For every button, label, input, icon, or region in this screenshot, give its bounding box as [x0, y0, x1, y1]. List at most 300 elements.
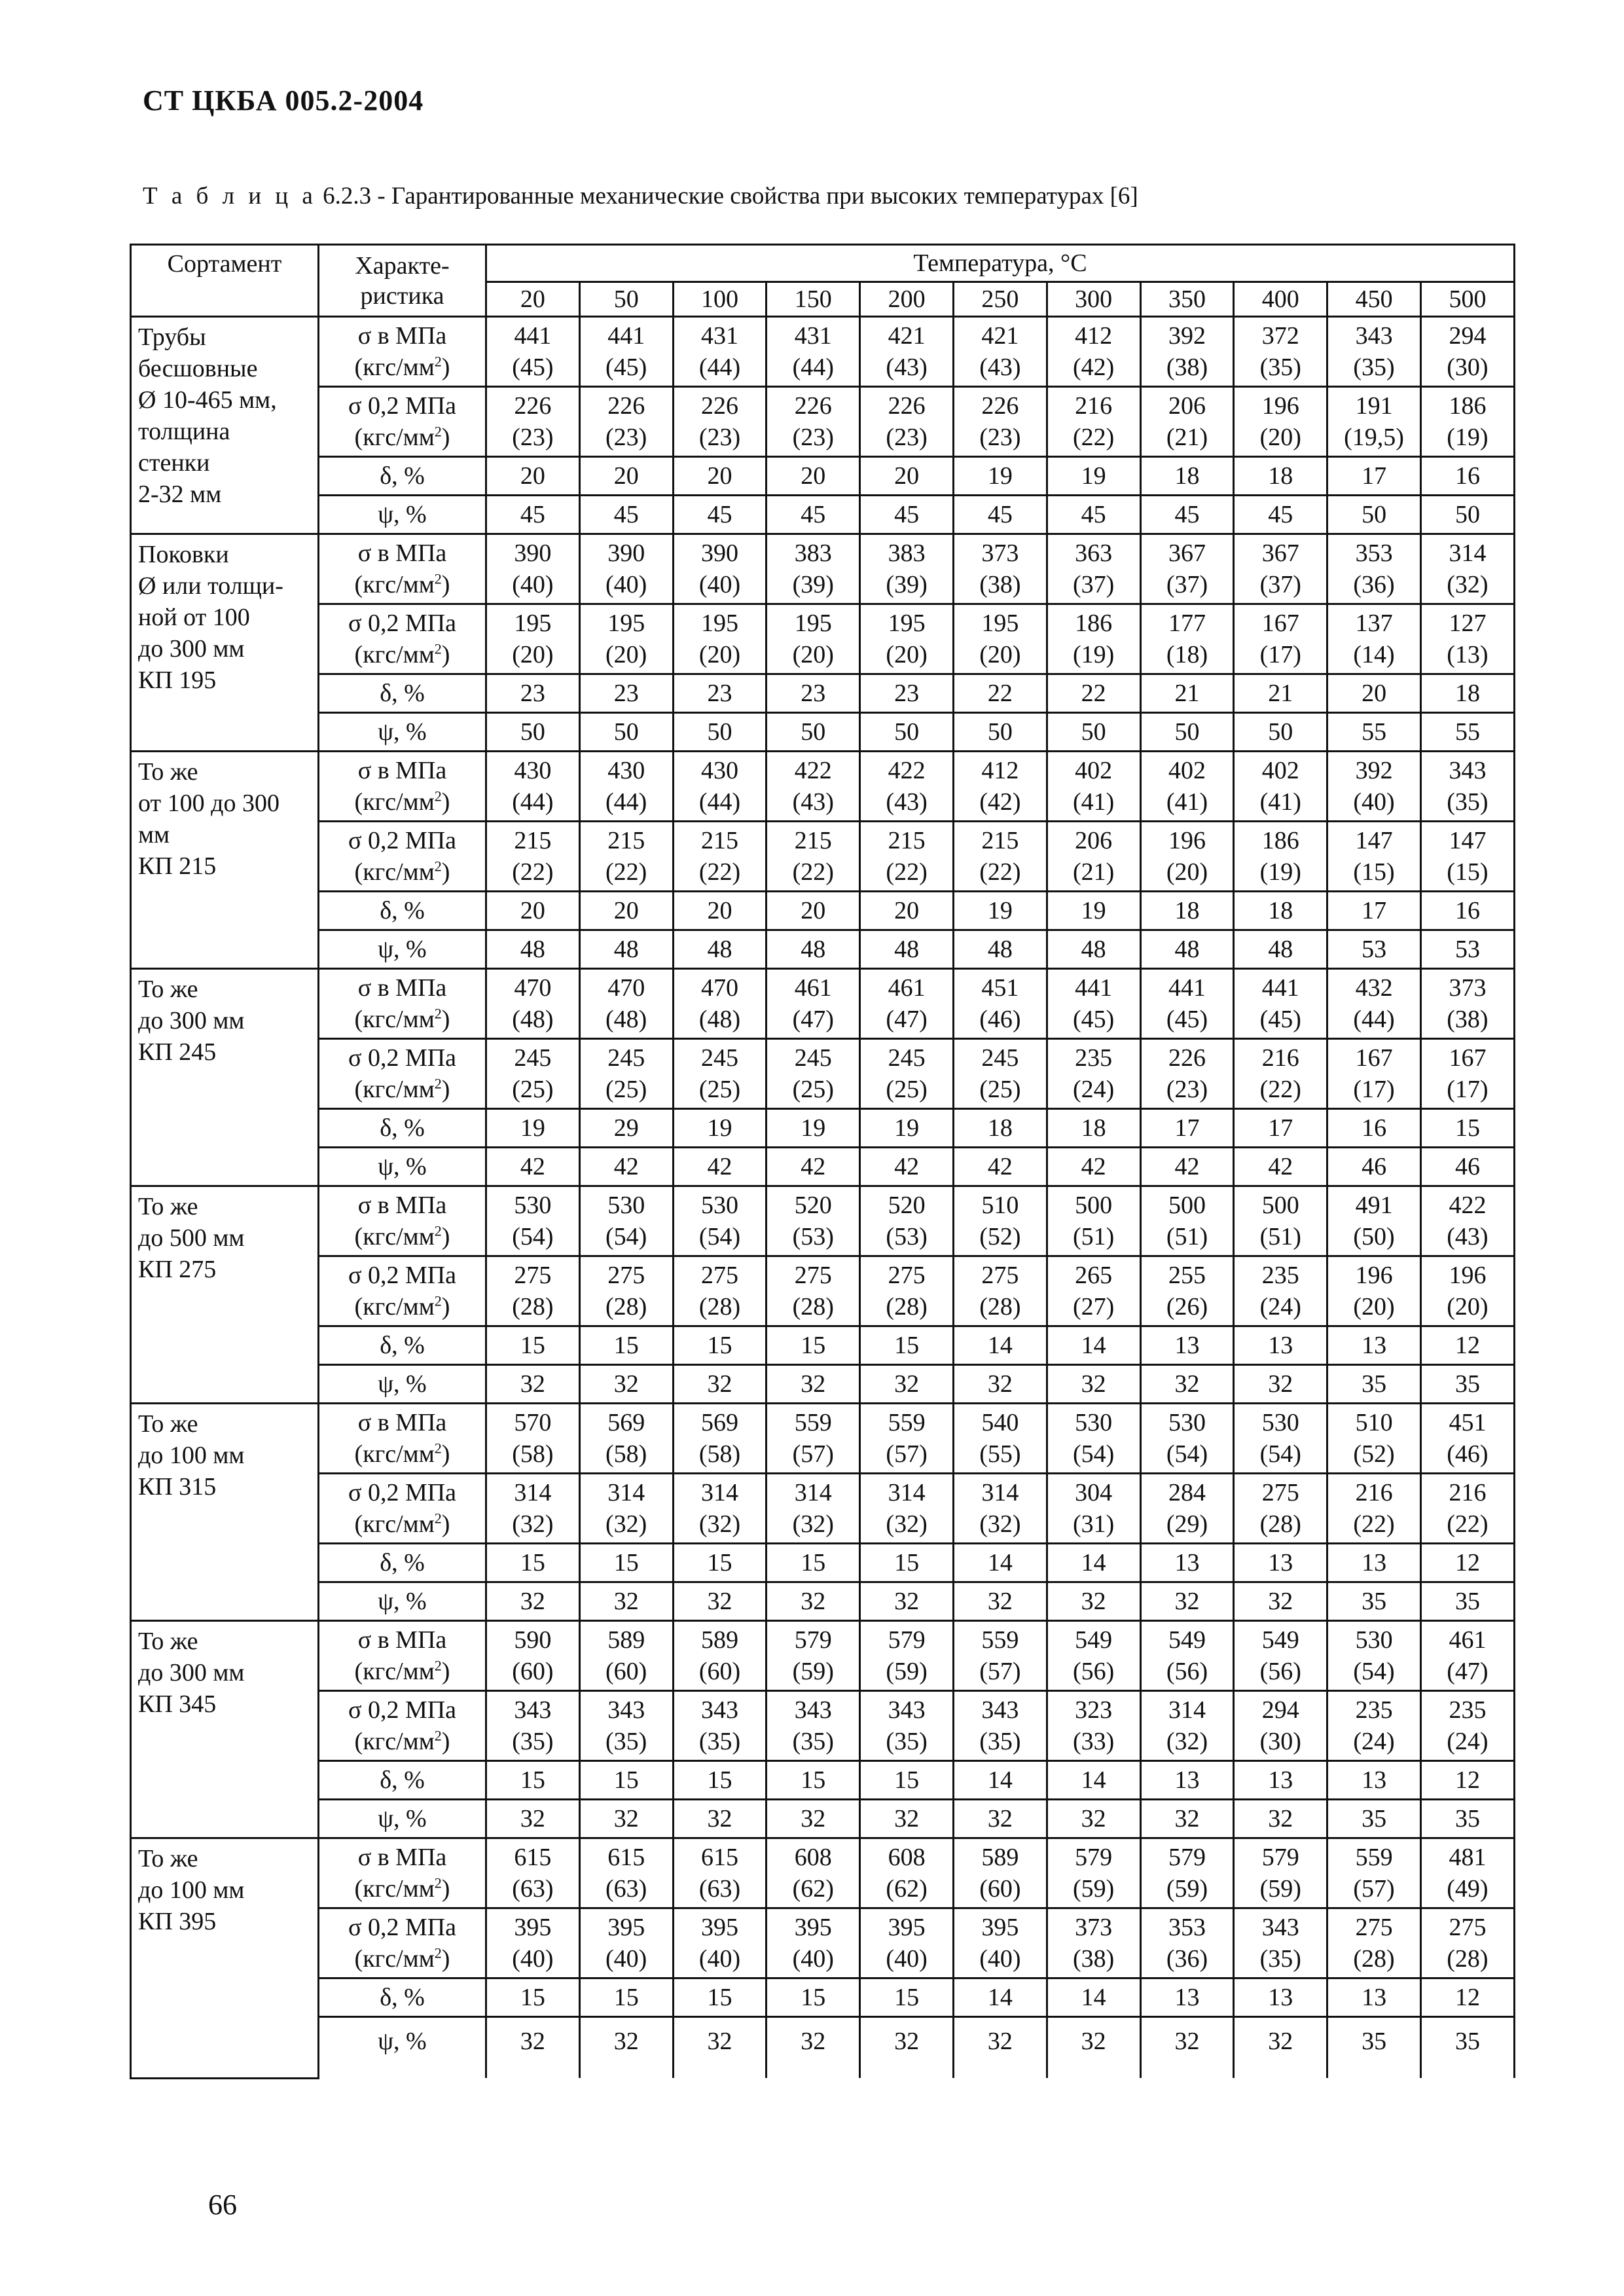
char-label: δ, %	[380, 1114, 425, 1142]
value-cell: 196 (20)	[1327, 1256, 1421, 1326]
value-cell: 32	[673, 2017, 767, 2079]
table-row	[131, 1838, 1515, 1908]
value-cell: 520 (53)	[860, 1186, 954, 1256]
table-row	[131, 713, 1515, 752]
value-cell: 367 (37)	[1234, 534, 1327, 604]
value-cell: 167 (17)	[1234, 604, 1327, 674]
value-cell: 235 (24)	[1047, 1039, 1140, 1109]
value-cell: 559 (57)	[1327, 1838, 1421, 1908]
value-cell: 32	[767, 1582, 860, 1621]
table-row	[131, 1544, 1515, 1582]
value-cell: 18	[953, 1109, 1047, 1148]
char-label: δ, %	[380, 897, 425, 924]
value-cell: 559 (57)	[767, 1404, 860, 1474]
value-cell: 13	[1140, 1544, 1234, 1582]
value-cell: 579 (59)	[1140, 1838, 1234, 1908]
table-row	[131, 1761, 1515, 1800]
value-cell: 589 (60)	[953, 1838, 1047, 1908]
value-cell: 196 (20)	[1234, 387, 1327, 457]
char-unit-close: )	[441, 1293, 450, 1321]
value-cell: 48	[579, 930, 673, 969]
value-cell: 549 (56)	[1047, 1621, 1140, 1691]
value-cell: 167 (17)	[1420, 1039, 1514, 1109]
char-label: σ 0,2 МПа	[348, 1044, 457, 1072]
value-cell: 45	[673, 496, 767, 534]
value-cell: 530 (54)	[579, 1186, 673, 1256]
value-cell: 275 (28)	[860, 1256, 954, 1326]
value-cell: 14	[953, 1544, 1047, 1582]
value-cell: 14	[1047, 1761, 1140, 1800]
temperature-header: 300	[1047, 282, 1140, 317]
char-reduction-of-area	[319, 930, 486, 969]
value-cell: 216 (22)	[1047, 387, 1140, 457]
table-row	[131, 1109, 1515, 1148]
temperature-header: 50	[579, 282, 673, 317]
value-cell: 32	[1047, 2017, 1140, 2079]
char-label: ψ, %	[378, 718, 427, 746]
char-unit: (кгс/мм	[354, 571, 435, 598]
char-unit: (кгс/мм	[354, 858, 435, 886]
value-cell: 42	[673, 1148, 767, 1186]
caption-text: - Гарантированные механические свойства при высоких температурах [6]	[371, 183, 1138, 210]
char-unit-close: )	[441, 1006, 450, 1033]
value-cell: 589 (60)	[579, 1621, 673, 1691]
value-cell: 32	[1234, 1800, 1327, 1838]
table-row	[131, 1186, 1515, 1256]
value-cell: 50	[1140, 713, 1234, 752]
value-cell: 615 (63)	[579, 1838, 673, 1908]
value-cell: 430 (44)	[579, 752, 673, 822]
value-cell: 13	[1234, 1326, 1327, 1365]
value-cell: 579 (59)	[1047, 1838, 1140, 1908]
value-cell: 32	[1234, 1365, 1327, 1404]
value-cell: 42	[953, 1148, 1047, 1186]
value-cell: 32	[1234, 2017, 1327, 2079]
value-cell: 20	[579, 892, 673, 930]
char-unit: (кгс/мм	[354, 1510, 435, 1538]
value-cell: 14	[1047, 1978, 1140, 2017]
value-cell: 275 (28)	[486, 1256, 580, 1326]
value-cell: 137 (14)	[1327, 604, 1421, 674]
value-cell: 343 (35)	[860, 1691, 954, 1761]
value-cell: 48	[1140, 930, 1234, 969]
table-row	[131, 387, 1515, 457]
value-cell: 226 (23)	[860, 387, 954, 457]
value-cell: 19	[860, 1109, 954, 1148]
char-tensile-strength	[319, 317, 486, 387]
char-label: σ 0,2 МПа	[348, 1479, 457, 1506]
table-row	[131, 1039, 1515, 1109]
value-cell: 50	[486, 713, 580, 752]
value-cell: 304 (31)	[1047, 1474, 1140, 1544]
table-caption	[143, 182, 1138, 210]
char-unit-close: )	[441, 1875, 450, 1903]
value-cell: 265 (27)	[1047, 1256, 1140, 1326]
value-cell: 530 (54)	[1140, 1404, 1234, 1474]
char-unit: (кгс/мм	[354, 1728, 435, 1755]
value-cell: 50	[1047, 713, 1140, 752]
value-cell: 245 (25)	[673, 1039, 767, 1109]
value-cell: 16	[1420, 892, 1514, 930]
char-tensile-strength	[319, 534, 486, 604]
value-cell: 461 (47)	[767, 969, 860, 1039]
value-cell: 32	[767, 2017, 860, 2079]
value-cell: 15	[673, 1978, 767, 2017]
value-cell: 373 (38)	[1047, 1908, 1140, 1978]
char-unit-close: )	[441, 1510, 450, 1538]
value-cell: 50	[1234, 713, 1327, 752]
value-cell: 395 (40)	[486, 1908, 580, 1978]
table-row	[131, 1365, 1515, 1404]
value-cell: 441 (45)	[1047, 969, 1140, 1039]
value-cell: 373 (38)	[1420, 969, 1514, 1039]
value-cell: 432 (44)	[1327, 969, 1421, 1039]
char-unit-sup: 2	[434, 423, 442, 440]
char-label: σ в МПа	[357, 539, 447, 567]
value-cell: 343 (35)	[673, 1691, 767, 1761]
value-cell: 216 (22)	[1420, 1474, 1514, 1544]
char-unit-close: )	[441, 641, 450, 668]
char-unit: (кгс/мм	[354, 1875, 435, 1903]
value-cell: 35	[1327, 2017, 1421, 2079]
value-cell: 45	[767, 496, 860, 534]
value-cell: 18	[1234, 892, 1327, 930]
char-unit-sup: 2	[434, 1005, 442, 1022]
char-elongation	[319, 674, 486, 713]
table-row	[131, 1148, 1515, 1186]
value-cell: 19	[1047, 457, 1140, 496]
value-cell: 17	[1234, 1109, 1327, 1148]
value-cell: 45	[1047, 496, 1140, 534]
char-tensile-strength	[319, 1838, 486, 1908]
value-cell: 392 (38)	[1140, 317, 1234, 387]
value-cell: 29	[579, 1109, 673, 1148]
value-cell: 32	[1047, 1582, 1140, 1621]
assortment-cell: То же до 100 мм КП 315	[131, 1404, 319, 1621]
char-reduction-of-area	[319, 1582, 486, 1621]
value-cell: 32	[486, 2017, 580, 2079]
value-cell: 373 (38)	[953, 534, 1047, 604]
value-cell: 422 (43)	[860, 752, 954, 822]
value-cell: 422 (43)	[767, 752, 860, 822]
value-cell: 206 (21)	[1140, 387, 1234, 457]
value-cell: 441 (45)	[486, 317, 580, 387]
value-cell: 21	[1140, 674, 1234, 713]
char-unit-close: )	[441, 1945, 450, 1973]
char-unit-sup: 2	[434, 1075, 442, 1092]
value-cell: 18	[1234, 457, 1327, 496]
temperature-header: 450	[1327, 282, 1421, 317]
value-cell: 430 (44)	[486, 752, 580, 822]
value-cell: 314 (32)	[767, 1474, 860, 1544]
char-label: δ, %	[380, 1766, 425, 1794]
value-cell: 20	[860, 892, 954, 930]
value-cell: 15	[579, 1761, 673, 1800]
char-unit-sup: 2	[434, 353, 442, 370]
value-cell: 275 (28)	[1327, 1908, 1421, 1978]
value-cell: 15	[673, 1544, 767, 1582]
value-cell: 19	[673, 1109, 767, 1148]
temperature-header: 350	[1140, 282, 1234, 317]
value-cell: 579 (59)	[1234, 1838, 1327, 1908]
value-cell: 402 (41)	[1234, 752, 1327, 822]
char-tensile-strength	[319, 969, 486, 1039]
value-cell: 255 (26)	[1140, 1256, 1234, 1326]
value-cell: 402 (41)	[1140, 752, 1234, 822]
value-cell: 32	[673, 1582, 767, 1621]
value-cell: 13	[1327, 1544, 1421, 1582]
char-unit-sup: 2	[434, 858, 442, 875]
char-unit-sup: 2	[434, 1944, 442, 1961]
value-cell: 20	[486, 457, 580, 496]
table-row	[131, 822, 1515, 892]
value-cell: 314 (32)	[1420, 534, 1514, 604]
value-cell: 481 (49)	[1420, 1838, 1514, 1908]
value-cell: 23	[860, 674, 954, 713]
table-row	[131, 1404, 1515, 1474]
value-cell: 32	[1234, 1582, 1327, 1621]
value-cell: 395 (40)	[953, 1908, 1047, 1978]
value-cell: 500 (51)	[1047, 1186, 1140, 1256]
value-cell: 372 (35)	[1234, 317, 1327, 387]
value-cell: 195 (20)	[860, 604, 954, 674]
value-cell: 461 (47)	[1420, 1621, 1514, 1691]
char-unit: (кгс/мм	[354, 1945, 435, 1973]
table-row	[131, 317, 1515, 387]
value-cell: 13	[1234, 1544, 1327, 1582]
value-cell: 343 (35)	[1234, 1908, 1327, 1978]
char-yield-strength	[319, 1039, 486, 1109]
value-cell: 615 (63)	[486, 1838, 580, 1908]
table-row	[131, 1621, 1515, 1691]
value-cell: 50	[860, 713, 954, 752]
value-cell: 195 (20)	[953, 604, 1047, 674]
char-label: ψ, %	[378, 936, 427, 963]
char-label: σ в МПа	[357, 1626, 447, 1654]
value-cell: 491 (50)	[1327, 1186, 1421, 1256]
char-label: σ в МПа	[357, 1844, 447, 1871]
value-cell: 46	[1327, 1148, 1421, 1186]
value-cell: 23	[673, 674, 767, 713]
value-cell: 343 (35)	[1420, 752, 1514, 822]
value-cell: 353 (36)	[1327, 534, 1421, 604]
value-cell: 48	[860, 930, 954, 969]
assortment-cell: Трубы бесшовные Ø 10-465 мм, толщина стенки 2-32 мм	[131, 317, 319, 534]
char-label: δ, %	[380, 680, 425, 707]
value-cell: 19	[1047, 892, 1140, 930]
value-cell: 32	[673, 1365, 767, 1404]
char-reduction-of-area	[319, 1365, 486, 1404]
value-cell: 15	[579, 1544, 673, 1582]
value-cell: 569 (58)	[673, 1404, 767, 1474]
value-cell: 215 (22)	[673, 822, 767, 892]
value-cell: 451 (46)	[953, 969, 1047, 1039]
char-yield-strength	[319, 1691, 486, 1761]
value-cell: 42	[486, 1148, 580, 1186]
value-cell: 45	[860, 496, 954, 534]
char-unit-sup: 2	[434, 1657, 442, 1674]
value-cell: 19	[767, 1109, 860, 1148]
char-tensile-strength	[319, 752, 486, 822]
value-cell: 14	[1047, 1544, 1140, 1582]
value-cell: 32	[953, 2017, 1047, 2079]
table-row	[131, 892, 1515, 930]
value-cell: 32	[860, 1800, 954, 1838]
value-cell: 314 (32)	[1140, 1691, 1234, 1761]
value-cell: 50	[767, 713, 860, 752]
char-unit-close: )	[441, 354, 450, 381]
value-cell: 48	[767, 930, 860, 969]
char-reduction-of-area	[319, 2017, 486, 2079]
column-header-characteristic: Характе- ристика	[319, 245, 486, 317]
char-label: σ в МПа	[357, 974, 447, 1002]
value-cell: 167 (17)	[1327, 1039, 1421, 1109]
value-cell: 35	[1420, 1582, 1514, 1621]
assortment-cell: Поковки Ø или толщи- ной от 100 до 300 мм КП 195	[131, 534, 319, 752]
value-cell: 32	[579, 2017, 673, 2079]
value-cell: 395 (40)	[860, 1908, 954, 1978]
char-unit-close: )	[441, 1440, 450, 1468]
value-cell: 15	[673, 1761, 767, 1800]
value-cell: 470 (48)	[673, 969, 767, 1039]
value-cell: 20	[767, 892, 860, 930]
value-cell: 608 (62)	[860, 1838, 954, 1908]
value-cell: 35	[1420, 1800, 1514, 1838]
value-cell: 48	[1234, 930, 1327, 969]
value-cell: 226 (23)	[579, 387, 673, 457]
value-cell: 16	[1420, 457, 1514, 496]
value-cell: 53	[1420, 930, 1514, 969]
char-label: δ, %	[380, 462, 425, 490]
char-label: δ, %	[380, 1984, 425, 2011]
value-cell: 530 (54)	[1327, 1621, 1421, 1691]
char-label: δ, %	[380, 1549, 425, 1576]
value-cell: 275 (28)	[767, 1256, 860, 1326]
value-cell: 530 (54)	[486, 1186, 580, 1256]
value-cell: 395 (40)	[579, 1908, 673, 1978]
temperature-header: 150	[767, 282, 860, 317]
value-cell: 195 (20)	[579, 604, 673, 674]
char-elongation	[319, 1761, 486, 1800]
value-cell: 127 (13)	[1420, 604, 1514, 674]
value-cell: 147 (15)	[1420, 822, 1514, 892]
value-cell: 314 (32)	[579, 1474, 673, 1544]
value-cell: 32	[953, 1365, 1047, 1404]
char-unit-close: )	[441, 424, 450, 451]
value-cell: 500 (51)	[1234, 1186, 1327, 1256]
value-cell: 35	[1420, 1365, 1514, 1404]
table-body	[131, 317, 1515, 2079]
value-cell: 275 (28)	[953, 1256, 1047, 1326]
value-cell: 245 (25)	[579, 1039, 673, 1109]
value-cell: 32	[1140, 1365, 1234, 1404]
value-cell: 235 (24)	[1234, 1256, 1327, 1326]
char-unit-close: )	[441, 1223, 450, 1250]
value-cell: 14	[953, 1978, 1047, 2017]
value-cell: 421 (43)	[860, 317, 954, 387]
char-unit-sup: 2	[434, 1292, 442, 1309]
value-cell: 13	[1140, 1761, 1234, 1800]
char-label: ψ, %	[378, 2028, 427, 2055]
value-cell: 32	[579, 1582, 673, 1621]
char-unit-close: )	[441, 858, 450, 886]
value-cell: 314 (32)	[860, 1474, 954, 1544]
value-cell: 215 (22)	[579, 822, 673, 892]
value-cell: 275 (28)	[1234, 1474, 1327, 1544]
value-cell: 42	[1047, 1148, 1140, 1186]
char-label: σ в МПа	[357, 1192, 447, 1219]
char-label: ψ, %	[378, 1153, 427, 1180]
value-cell: 235 (24)	[1420, 1691, 1514, 1761]
column-header-assortment: Сортамент	[131, 245, 319, 317]
value-cell: 226 (23)	[486, 387, 580, 457]
char-yield-strength	[319, 1908, 486, 1978]
char-yield-strength	[319, 1256, 486, 1326]
char-label: σ 0,2 МПа	[348, 1696, 457, 1724]
value-cell: 15	[579, 1978, 673, 2017]
page-number: 66	[208, 2189, 237, 2221]
char-yield-strength	[319, 387, 486, 457]
table-row	[131, 674, 1515, 713]
value-cell: 20	[673, 892, 767, 930]
value-cell: 196 (20)	[1420, 1256, 1514, 1326]
value-cell: 32	[860, 2017, 954, 2079]
value-cell: 226 (23)	[1140, 1039, 1234, 1109]
char-label: σ в МПа	[357, 757, 447, 784]
value-cell: 32	[486, 1800, 580, 1838]
value-cell: 569 (58)	[579, 1404, 673, 1474]
char-unit: (кгс/мм	[354, 1658, 435, 1685]
value-cell: 20	[1327, 674, 1421, 713]
document-code: СТ ЦКБА 005.2-2004	[143, 84, 424, 117]
value-cell: 13	[1327, 1761, 1421, 1800]
char-unit: (кгс/мм	[354, 354, 435, 381]
value-cell: 17	[1140, 1109, 1234, 1148]
value-cell: 12	[1420, 1978, 1514, 2017]
table-row	[131, 1978, 1515, 2017]
value-cell: 15	[767, 1978, 860, 2017]
value-cell: 55	[1327, 713, 1421, 752]
value-cell: 32	[1047, 1800, 1140, 1838]
table-row	[131, 930, 1515, 969]
value-cell: 14	[953, 1761, 1047, 1800]
table-row	[131, 457, 1515, 496]
value-cell: 48	[1047, 930, 1140, 969]
value-cell: 17	[1327, 457, 1421, 496]
value-cell: 530 (54)	[1234, 1404, 1327, 1474]
char-label: ψ, %	[378, 1805, 427, 1832]
value-cell: 314 (32)	[486, 1474, 580, 1544]
value-cell: 431 (44)	[767, 317, 860, 387]
value-cell: 50	[1327, 496, 1421, 534]
char-label: σ 0,2 МПа	[348, 610, 457, 637]
table-row	[131, 604, 1515, 674]
char-unit: (кгс/мм	[354, 1076, 435, 1103]
value-cell: 32	[1140, 1582, 1234, 1621]
value-cell: 275 (28)	[673, 1256, 767, 1326]
char-unit-sup: 2	[434, 1222, 442, 1239]
value-cell: 23	[486, 674, 580, 713]
char-label: σ в МПа	[357, 322, 447, 350]
value-cell: 13	[1234, 1978, 1327, 2017]
char-label: δ, %	[380, 1332, 425, 1359]
value-cell: 186 (19)	[1234, 822, 1327, 892]
value-cell: 395 (40)	[673, 1908, 767, 1978]
table-row	[131, 534, 1515, 604]
value-cell: 35	[1327, 1365, 1421, 1404]
table-row	[131, 1908, 1515, 1978]
value-cell: 23	[579, 674, 673, 713]
